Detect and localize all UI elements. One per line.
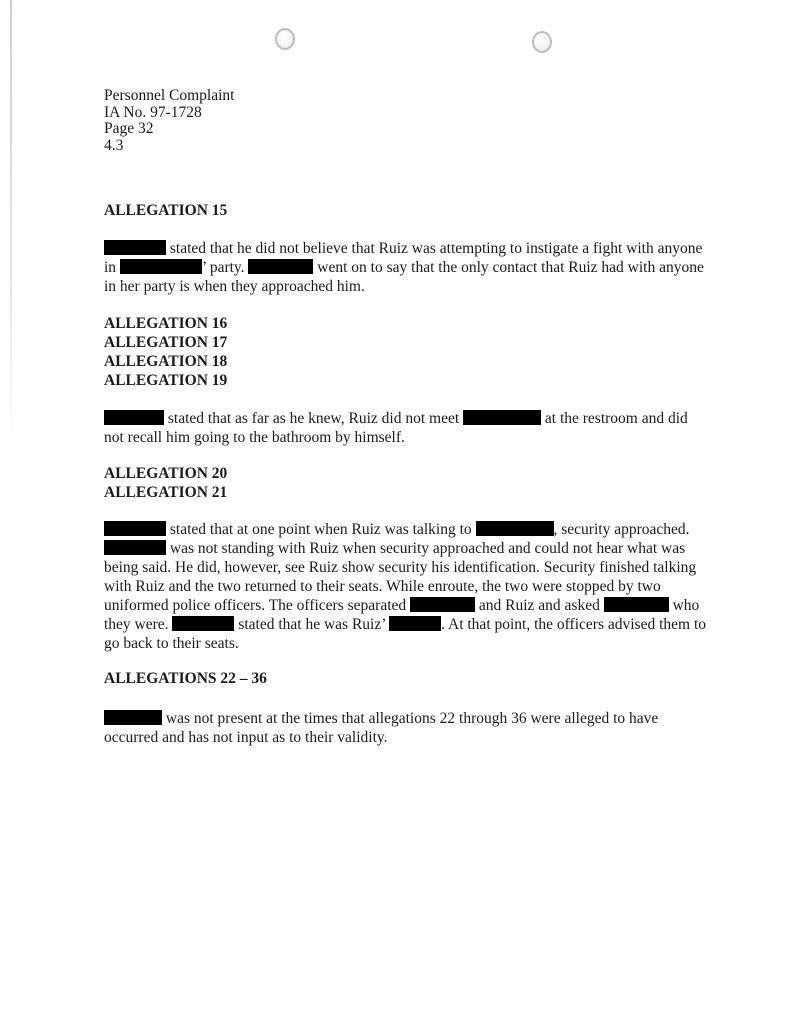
header-ia-number: IA No. 97-1728 xyxy=(104,103,202,121)
redaction-bar xyxy=(104,410,164,425)
paragraph-text: stated that at one point when Ruiz was talking to xyxy=(166,521,476,538)
allegation-15-paragraph xyxy=(104,239,708,296)
allegation-16-heading: ALLEGATION 16 xyxy=(104,315,228,332)
redaction-bar xyxy=(104,240,166,255)
redaction-bar xyxy=(604,597,669,612)
allegation-16-19-paragraph xyxy=(104,409,708,447)
allegation-19-heading: ALLEGATION 19 xyxy=(104,372,228,389)
redaction-bar xyxy=(104,521,166,536)
allegations-22-36-paragraph-block xyxy=(104,709,708,747)
header-title: Personnel Complaint xyxy=(104,87,235,104)
paragraph-text: . At that point, the officers advised them to go back to their seats. xyxy=(104,616,706,652)
paragraph-text: , security approached. xyxy=(553,521,690,538)
redaction-bar xyxy=(389,616,441,631)
header-section-number: 4.3 xyxy=(104,136,124,154)
redaction-bar xyxy=(104,710,162,725)
paragraph-text: who they were. xyxy=(104,597,700,633)
document-header xyxy=(104,88,234,154)
paragraph-text: went on to say that the only contact that Ruiz had with anyone in her party is when they approached him. xyxy=(104,259,704,295)
allegation-17-heading: ALLEGATION 17 xyxy=(104,334,228,351)
allegation-16-19-paragraph-block xyxy=(104,409,708,447)
allegations-22-36-heading-block xyxy=(104,669,708,688)
allegations-22-36-heading: ALLEGATIONS 22 – 36 xyxy=(104,670,267,687)
allegation-15-heading-block xyxy=(104,201,708,220)
paragraph-text: and Ruiz and asked xyxy=(475,597,604,614)
redaction-bar xyxy=(410,597,475,612)
redaction-bar xyxy=(476,521,554,536)
paragraph-text: stated that as far as he knew, Ruiz did not meet xyxy=(164,410,464,427)
paragraph-text: stated that he was Ruiz’ xyxy=(234,616,390,633)
punch-hole-right xyxy=(532,31,552,53)
paragraph-text: ’ party. xyxy=(201,259,249,276)
allegation-20-21-paragraph xyxy=(104,520,708,653)
allegation-15-paragraph-block xyxy=(104,239,708,296)
punch-hole-left xyxy=(275,28,295,50)
allegation-18-heading: ALLEGATION 18 xyxy=(104,353,228,370)
paragraph-text: was not present at the times that allegations 22 through 36 were alleged to have occurred and has not input as to their validity. xyxy=(104,710,659,746)
allegation-20-21-paragraph-block xyxy=(104,520,708,653)
paragraph-text: was not standing with Ruiz when security approached and could not hear what was being said. He did, however, see Ruiz show security his identification. Security finished talking with Ruiz and the two returned to their seats. While enroute, the two were stopped by two uniformed police officers. The officers separated xyxy=(104,540,697,614)
allegation-16-19-heading-block xyxy=(104,314,708,390)
scan-edge-line xyxy=(10,0,12,440)
redaction-bar xyxy=(463,410,541,425)
redaction-bar xyxy=(120,259,202,274)
paragraph-text: stated that he did not believe that Ruiz was attempting to instigate a fight with anyone in xyxy=(104,240,703,276)
redaction-bar xyxy=(172,616,234,631)
paragraph-text: at the restroom and did not recall him going to the bathroom by himself. xyxy=(104,410,688,446)
allegation-21-heading: ALLEGATION 21 xyxy=(104,484,228,501)
header-page-number: Page 32 xyxy=(104,120,154,137)
allegation-15-heading: ALLEGATION 15 xyxy=(104,202,228,219)
redaction-bar xyxy=(248,259,313,274)
allegation-20-21-heading-block xyxy=(104,464,708,502)
allegation-20-heading: ALLEGATION 20 xyxy=(104,465,228,482)
allegations-22-36-paragraph xyxy=(104,709,708,747)
redaction-bar xyxy=(104,540,166,555)
